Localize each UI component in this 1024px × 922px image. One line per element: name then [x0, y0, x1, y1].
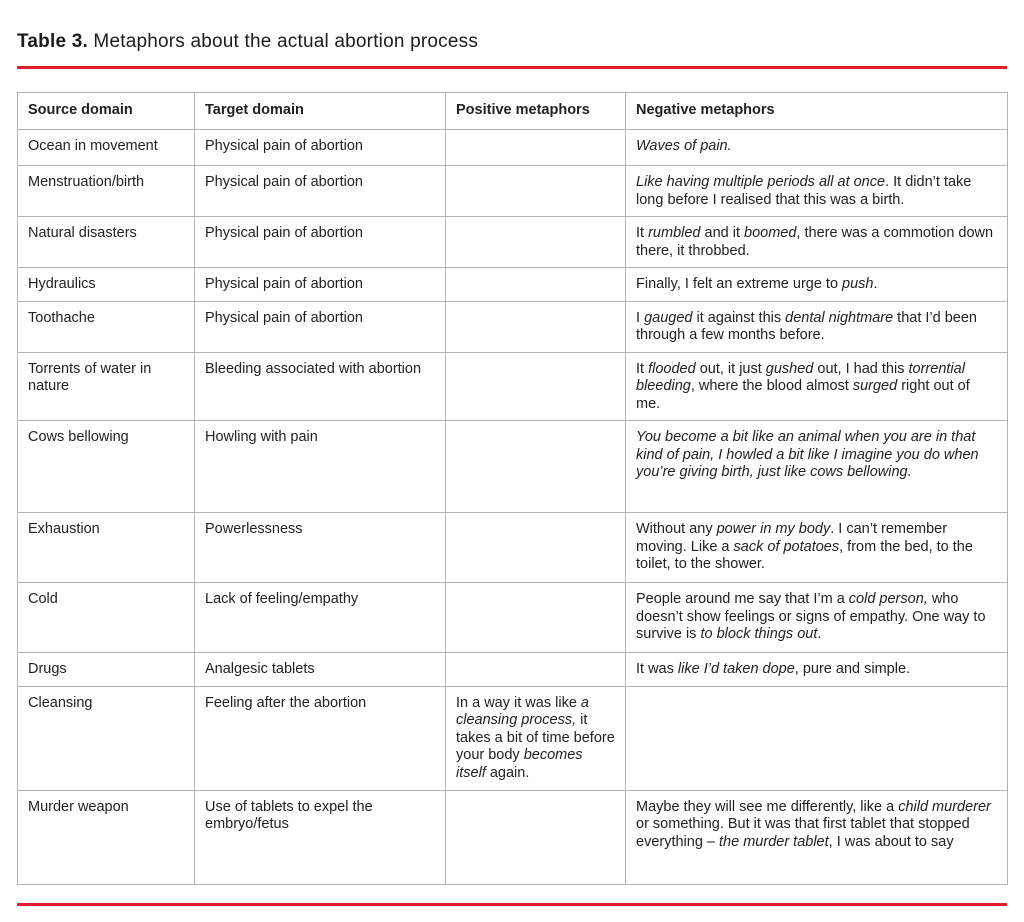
text-segment: Powerlessness [205, 521, 303, 537]
cell-negative [626, 217, 1008, 268]
cell-negative [626, 790, 1008, 884]
text-segment: It was [636, 661, 678, 677]
text-segment: Cows bellowing [28, 429, 129, 445]
text-segment: , I was about to say [828, 833, 954, 850]
text-segment: again. [485, 764, 530, 781]
text-segment: rumbled [648, 225, 701, 241]
cell-positive [446, 130, 626, 166]
cell-negative [626, 421, 1008, 513]
text-segment: , from the bed, to the toilet, to the shower. [636, 538, 973, 572]
text-segment: the murder tablet [719, 833, 829, 850]
cell-target [195, 352, 446, 421]
cell-positive [446, 686, 626, 790]
text-segment: Howling with pain [205, 429, 318, 445]
cell-target [195, 686, 446, 790]
text-segment: , where the blood almost [690, 378, 853, 394]
cell-target [195, 166, 446, 217]
text-segment: Bleeding associated with abortion [205, 360, 422, 377]
text-segment: Without any [636, 521, 717, 537]
text-segment: Ocean in movement [28, 138, 158, 154]
text-segment: boomed [744, 225, 797, 241]
table-row [18, 583, 1008, 653]
text-segment: child murderer [898, 798, 991, 815]
table-row [18, 352, 1008, 421]
cell-positive [446, 790, 626, 884]
cell-source [18, 130, 195, 166]
cell-source [18, 513, 195, 583]
cell-positive [446, 421, 626, 513]
table-row [18, 790, 1008, 884]
table-row [18, 268, 1008, 302]
cell-negative [626, 686, 1008, 790]
text-segment: gauged [644, 309, 693, 326]
cell-source [18, 301, 195, 352]
cell-target [195, 513, 446, 583]
text-segment: . I can’t remember moving. Like a [636, 521, 948, 555]
cell-target [195, 301, 446, 352]
column-header: Source domain [18, 93, 195, 130]
text-segment: who doesn’t show feelings or signs of empathy. One way to survive is [636, 591, 986, 642]
text-segment: Use of tablets to expel the embryo/fetus [205, 798, 373, 832]
text-segment: Murder weapon [28, 798, 129, 815]
column-header: Positive metaphors [446, 93, 626, 130]
cell-source [18, 421, 195, 513]
table-row [18, 653, 1008, 687]
cell-negative [626, 583, 1008, 653]
text-segment: Waves of pain. [636, 138, 732, 154]
text-segment: People around me say that I’m a [636, 591, 849, 607]
text-segment: that I’d been through a few months before. [636, 309, 977, 343]
cell-target [195, 583, 446, 653]
text-segment: power in my body [716, 521, 831, 537]
text-segment: sack of potatoes [733, 538, 840, 555]
text-segment: Toothache [28, 309, 95, 326]
table-row [18, 217, 1008, 268]
cell-source [18, 686, 195, 790]
table-caption [17, 30, 1007, 53]
table-row [18, 513, 1008, 583]
cell-positive [446, 352, 626, 421]
text-segment: Menstruation/birth [28, 174, 145, 190]
text-segment: out, I had this [813, 360, 909, 377]
cell-target [195, 268, 446, 302]
cell-source [18, 166, 195, 217]
bottom-rule [17, 903, 1007, 906]
text-segment: torrential bleeding [636, 360, 965, 394]
text-segment: . [873, 276, 878, 292]
cell-target [195, 217, 446, 268]
cell-negative [626, 301, 1008, 352]
text-segment: You become a bit like an animal when you are in that kind of pain, I howled a bit like I imagine you do when you’re giving birth, just like cows bellowing. [636, 429, 979, 480]
text-segment: Cleansing [28, 694, 93, 711]
text-segment: a cleansing process, [456, 694, 589, 728]
text-segment: Physical pain of abortion [205, 225, 363, 241]
cell-negative [626, 513, 1008, 583]
text-segment: like I’d taken dope [677, 661, 795, 677]
cell-positive [446, 653, 626, 687]
cell-source [18, 583, 195, 653]
text-segment: to block things out [700, 626, 818, 642]
text-segment: . It didn’t take long before I realised that this was a birth. [636, 174, 972, 208]
cell-positive [446, 513, 626, 583]
cell-source [18, 790, 195, 884]
cell-negative [626, 653, 1008, 687]
text-segment: Lack of feeling/empathy [205, 591, 359, 607]
text-segment: Natural disasters [28, 225, 137, 241]
table-caption-text: Metaphors about the actual abortion process [87, 31, 479, 52]
table-body [18, 130, 1008, 885]
cell-positive [446, 166, 626, 217]
metaphors-table [17, 92, 1008, 885]
text-segment: Maybe they will see me differently, like a [636, 798, 899, 815]
cell-negative [626, 268, 1008, 302]
text-segment: , there was a commotion down there, it throbbed. [636, 225, 994, 259]
text-segment: Physical pain of abortion [205, 309, 363, 326]
cell-source [18, 352, 195, 421]
cell-negative [626, 352, 1008, 421]
text-segment: . [817, 626, 822, 642]
table-row [18, 301, 1008, 352]
table-head [18, 93, 1008, 130]
cell-source [18, 217, 195, 268]
table-row [18, 686, 1008, 790]
text-segment: It [636, 225, 649, 241]
text-segment: , pure and simple. [794, 661, 911, 677]
text-segment: or something. But it was that first tablet that stopped everything – [636, 816, 970, 850]
column-header: Negative metaphors [626, 93, 1008, 130]
text-segment: Torrents of water in nature [28, 360, 152, 394]
cell-negative [626, 130, 1008, 166]
cell-source [18, 653, 195, 687]
text-segment: flooded [648, 360, 696, 377]
table-row [18, 166, 1008, 217]
table-row [18, 421, 1008, 513]
text-segment: dental nightmare [785, 309, 894, 326]
text-segment: right out of me. [636, 378, 970, 412]
text-segment: Cold [28, 591, 58, 607]
text-segment: In a way it was like [456, 694, 581, 711]
cell-positive [446, 217, 626, 268]
cell-positive [446, 301, 626, 352]
top-rule [17, 66, 1007, 69]
text-segment: it takes a bit of time before your body [456, 712, 615, 763]
cell-target [195, 421, 446, 513]
cell-target [195, 653, 446, 687]
column-header: Target domain [195, 93, 446, 130]
cell-negative [626, 166, 1008, 217]
text-segment: push [842, 276, 874, 292]
text-segment: I [636, 309, 645, 326]
text-segment: It [636, 360, 649, 377]
text-segment: Feeling after the abortion [205, 694, 367, 711]
header-row [18, 93, 1008, 130]
text-segment: Physical pain of abortion [205, 276, 363, 292]
text-segment: Physical pain of abortion [205, 174, 363, 190]
cell-target [195, 790, 446, 884]
text-segment: gushed [765, 360, 814, 377]
cell-source [18, 268, 195, 302]
table-caption-label: Table 3. [17, 31, 88, 52]
text-segment: Exhaustion [28, 521, 100, 537]
text-segment: and it [700, 225, 745, 241]
text-segment: Drugs [28, 661, 67, 677]
text-segment: Hydraulics [28, 276, 96, 292]
text-segment: Like having multiple periods all at once [636, 174, 886, 190]
text-segment: it against this [692, 309, 786, 326]
cell-positive [446, 583, 626, 653]
text-segment: Finally, I felt an extreme urge to [636, 276, 843, 292]
text-segment: out, it just [695, 360, 766, 377]
text-segment: Analgesic tablets [205, 661, 315, 677]
cell-target [195, 130, 446, 166]
cell-positive [446, 268, 626, 302]
text-segment: cold person, [848, 591, 928, 607]
table-row [18, 130, 1008, 166]
text-segment: becomes itself [456, 747, 583, 781]
text-segment: surged [852, 378, 898, 394]
text-segment: Physical pain of abortion [205, 138, 363, 154]
